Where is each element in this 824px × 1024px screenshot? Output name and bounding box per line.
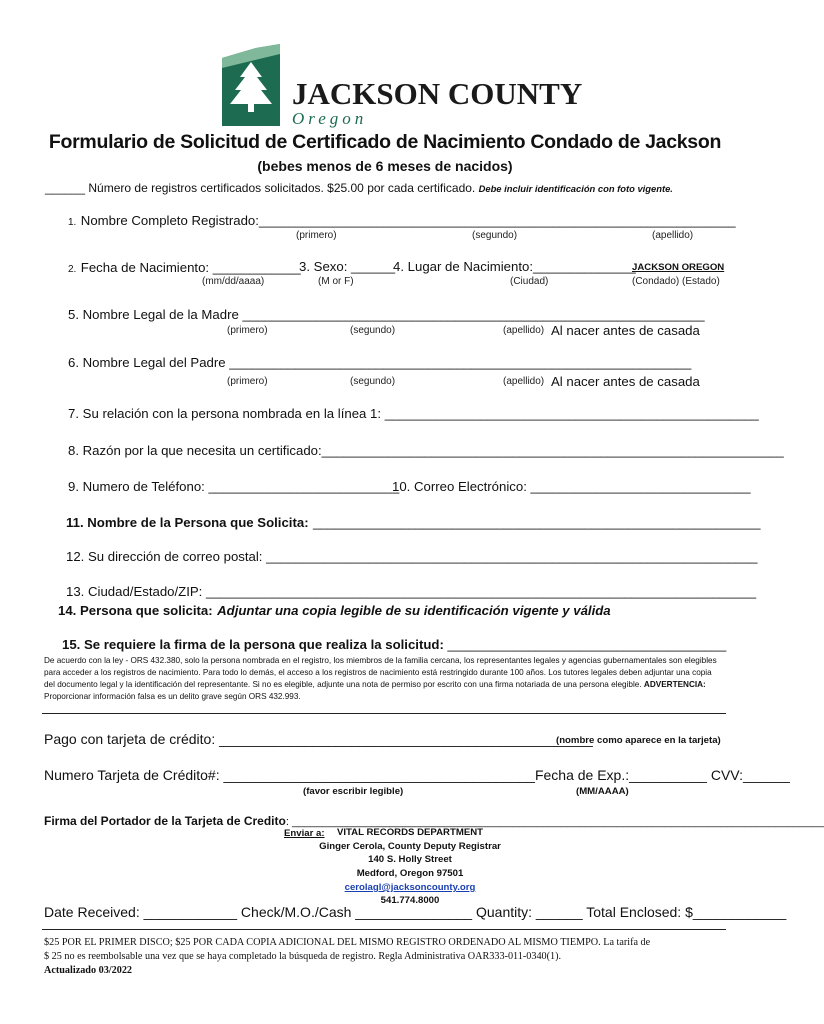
field-requester-id xyxy=(58,602,611,620)
mailing-line-3: 140 S. Holly Street xyxy=(368,854,452,865)
field-1-sub-last: (apellido) xyxy=(652,230,694,241)
field-full-name[interactable] xyxy=(68,212,736,230)
logo-state-name: Oregon xyxy=(292,109,368,128)
jackson-county-logo xyxy=(222,44,583,128)
certificate-count-field[interactable]: ______ xyxy=(45,181,86,195)
field-5-note: Al nacer antes de casada xyxy=(551,323,700,338)
field-14-number: 14 xyxy=(58,603,73,618)
field-6-sub-first: (primero) xyxy=(227,376,268,387)
field-father-name[interactable]: 6. Nombre Legal del Padre _______________________________________________________________ xyxy=(68,355,692,370)
mailing-email-link[interactable]: cerolagl@jacksoncounty.org xyxy=(344,882,476,893)
field-phone[interactable]: 9. Numero de Teléfono: __________________________ xyxy=(68,479,400,494)
form-title: Formulario de Solicitud de Certificado de Nacimiento Condado de Jackson xyxy=(48,131,722,153)
field-birth-date[interactable] xyxy=(68,259,301,277)
field-reason[interactable]: 8. Razón por la que necesita un certificado:_______________________________________________________________ xyxy=(68,443,784,458)
field-4-sub-county-state: (Condado) (Estado) xyxy=(632,276,720,287)
field-1-number: 1. xyxy=(68,217,77,228)
field-14-note: Adjuntar una copia legible de su identificación vigente y válida xyxy=(217,603,611,618)
field-6-sub-last: (apellido) xyxy=(503,376,545,387)
card-number-field[interactable]: Numero Tarjeta de Crédito#: ________________________________________Fecha de Exp.:__________ CVV:______ xyxy=(44,767,790,783)
updated-date: Actualizado 03/2022 xyxy=(44,965,133,976)
legal-divider xyxy=(42,713,726,714)
field-2-label: Fecha de Nacimiento: ____________ xyxy=(80,260,301,275)
field-1-label: Nombre Completo Registrado: xyxy=(80,213,259,228)
field-birth-place[interactable]: 4. Lugar de Nacimiento:______________ xyxy=(393,259,636,274)
field-requester-name[interactable] xyxy=(66,514,760,532)
form-subtitle: (bebes menos de 6 meses de nacidos) xyxy=(257,158,513,174)
fee-line-1: $25 POR EL PRIMER DISCO; $25 POR CADA COPIA ADICIONAL DEL MISMO REGISTRO ORDENADO AL MISMO TIEMPO. La tarifa de xyxy=(44,937,651,948)
field-mailing-address[interactable]: 12. Su dirección de correo postal: ___________________________________________________________________ xyxy=(66,549,758,564)
field-11-line[interactable]: _____________________________________________________________ xyxy=(313,515,761,530)
field-sex[interactable]: 3. Sexo: ______ xyxy=(299,259,396,274)
legal-text: De acuerdo con la ley - ORS 432.380, solo la persona nombrada en el registro, los miembros de la familia cercana, los representantes legales y agencias gubernamentales son elegibles para acceder a los registros de nacimiento. Para todo lo demás, el acceso a los registros de nacimiento está restringido durante 100 años. Los tutores legales deben adjuntar una copia del documento legal y la identificación del representante. Si no es elegible, adjunte una nota de permiso por escrito con una firma notariada de una persona elegible. xyxy=(44,656,717,689)
field-1-line[interactable]: _________________________________________________________________ xyxy=(258,213,736,228)
photo-id-note: Debe incluir identificación con foto vigente. xyxy=(478,183,673,194)
field-2-number: 2. xyxy=(68,264,77,275)
card-number-sub: (favor escribir legible) xyxy=(303,786,404,797)
field-5-sub-first: (primero) xyxy=(227,325,268,336)
tree-logo-icon xyxy=(222,44,583,128)
field-15-label: 15. Se requiere la firma de la persona que realiza la solicitud: xyxy=(62,637,444,652)
field-mother-name[interactable]: 5. Nombre Legal de la Madre _______________________________________________________________ xyxy=(68,307,705,322)
field-1-sub-first: (primero) xyxy=(296,230,337,241)
card-name-note: (nombre como aparece en la tarjeta) xyxy=(556,735,721,746)
birth-place-preset: JACKSON OREGON xyxy=(632,262,725,273)
send-to-label: Enviar a: xyxy=(284,828,325,839)
field-15-line[interactable]: ______________________________________ xyxy=(443,637,727,652)
certificate-count-text: Número de registros certificados solicitados. $25.00 por cada certificado. xyxy=(88,181,476,195)
cardholder-signature-line[interactable]: : _______________________________________________________________________________________ xyxy=(285,816,824,828)
card-name-field[interactable]: Pago con tarjeta de crédito: ________________________________________________ xyxy=(44,731,593,747)
field-relationship[interactable]: 7. Su relación con la persona nombrada en la línea 1: ___________________________________________________ xyxy=(68,406,759,421)
field-6-note: Al nacer antes de casada xyxy=(551,374,700,389)
field-11-label: 11. Nombre de la Persona que Solicita: xyxy=(66,515,309,530)
mailing-line-1: VITAL RECORDS DEPARTMENT xyxy=(336,827,484,838)
field-1-sub-middle: (segundo) xyxy=(472,230,518,241)
mailing-phone: 541.774.8000 xyxy=(380,895,440,906)
footer-divider xyxy=(42,929,726,930)
cardholder-signature-label: Firma del Portador de la Tarjeta de Credito xyxy=(44,814,286,828)
mailing-line-4: Medford, Oregon 97501 xyxy=(356,868,464,879)
field-5-sub-last: (apellido) xyxy=(503,325,545,336)
warning-text: Proporcionar información falsa es un delito grave según ORS 432.993. xyxy=(44,692,301,701)
office-use-row[interactable]: Date Received: ____________ Check/M.O./Cash _______________ Quantity: ______ Total Enclosed: $____________ xyxy=(44,904,787,920)
certificate-count-row xyxy=(45,181,673,195)
field-5-sub-middle: (segundo) xyxy=(350,325,396,336)
mailing-line-2: Ginger Cerola, County Deputy Registrar xyxy=(319,841,501,852)
field-14-label: . Persona que solicita: xyxy=(72,603,213,618)
field-email[interactable]: 10. Correo Electrónico: ______________________________ xyxy=(392,479,751,494)
field-city-state-zip[interactable]: 13. Ciudad/Estado/ZIP: ___________________________________________________________________________ xyxy=(66,584,757,599)
card-exp-sub: (MM/AAAA) xyxy=(576,786,629,797)
field-4-sub-city: (Ciudad) xyxy=(510,276,549,287)
warning-label: ADVERTENCIA: xyxy=(643,680,706,689)
legal-notice xyxy=(44,655,724,703)
fee-line-2: $ 25 no es reembolsable una vez que se haya completado la búsqueda de registro. Regla Administrativa OAR333-011-0340(1). xyxy=(44,951,562,962)
field-3-sub: (M or F) xyxy=(318,276,354,287)
logo-county-name: JACKSON COUNTY xyxy=(292,76,583,111)
field-2-sub: (mm/dd/aaaa) xyxy=(202,276,265,287)
field-6-sub-middle: (segundo) xyxy=(350,376,396,387)
field-requester-signature[interactable] xyxy=(62,636,726,654)
